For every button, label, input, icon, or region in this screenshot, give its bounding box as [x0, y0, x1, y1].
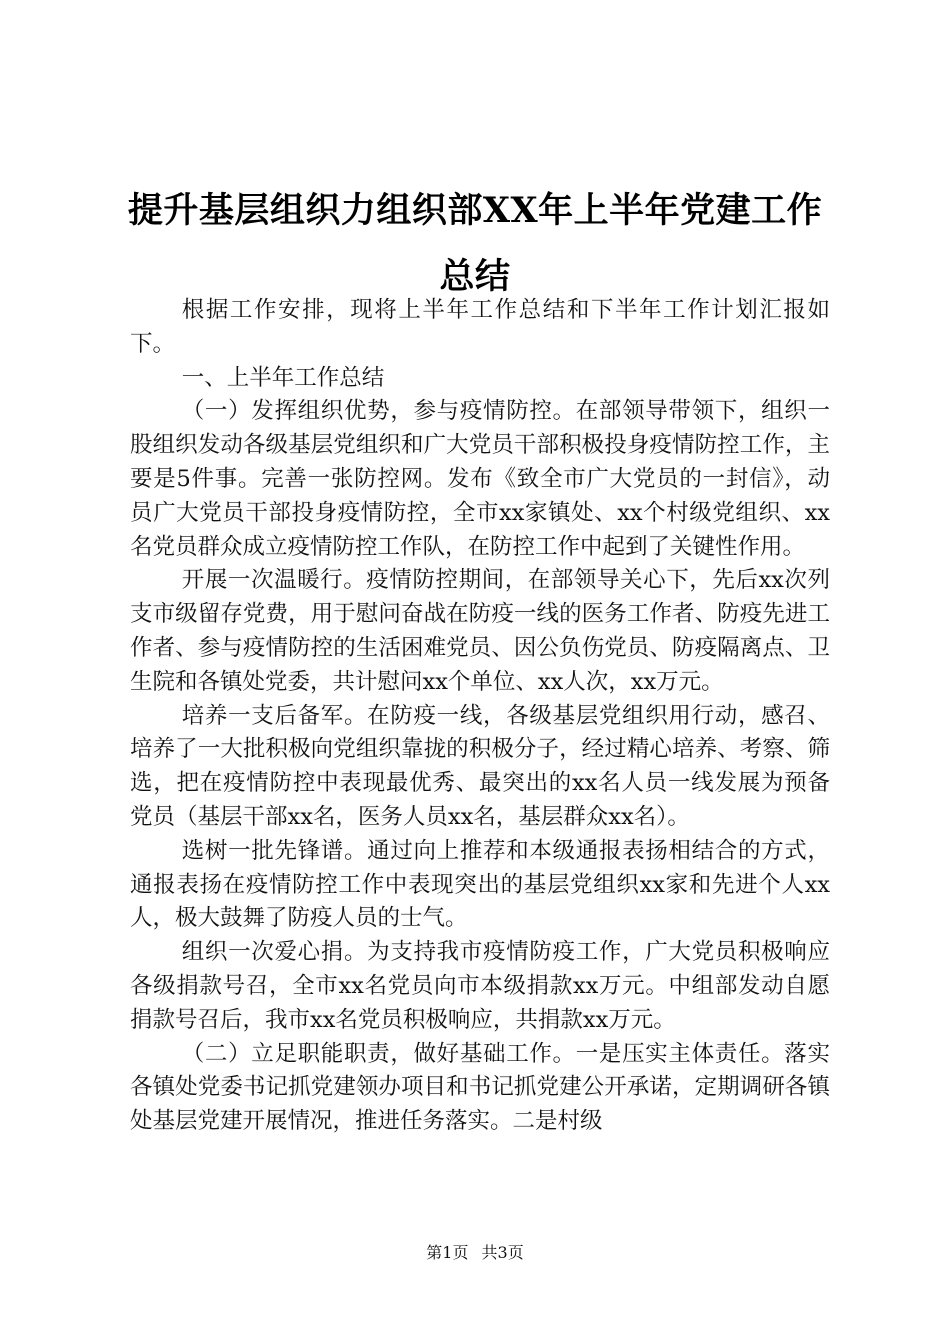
paragraph-pioneer-list: 选树一批先锋谱。通过向上推荐和本级通报表扬相结合的方式，通报表扬在疫情防控工作中表现突出的基层党组织xx家和先进个人xx人，极大鼓舞了防疫人员的士气。 [130, 837, 830, 932]
document-title [120, 178, 830, 310]
paragraph-intro: 根据工作安排，现将上半年工作总结和下半年工作计划汇报如下。 [130, 297, 830, 357]
section-heading-1: 一、上半年工作总结 [181, 364, 385, 391]
title-line-1: 提升基层组织力组织部XX年上半年党建工作 [127, 190, 823, 231]
paragraph-duties: （二）立足职能职责，做好基础工作。一是压实主体责任。落实各镇处党委书记抓党建领办项目和书记抓党建公开承诺，定期调研各镇处基层党建开展情况，推进任务落实。二是村级 [130, 1040, 830, 1135]
paragraph-reserve-force: 培养一支后备军。在防疫一线，各级基层党组织用行动，感召、培养了一大批积极向党组织靠拢的积极分子，经过精心培养、考察、筛选，把在疫情防控中表现最优秀、最突出的xx名人员一线发展为预备党员（基层干部xx名，医务人员xx名，基层群众xx名）。 [130, 702, 830, 830]
paragraph-donation: 组织一次爱心捐。为支持我市疫情防疫工作，广大党员积极响应各级捐款号召，全市xx名党员向市本级捐款xx万元。中组部发动自愿捐款号召后，我市xx名党员积极响应，共捐款xx万元。 [130, 939, 830, 1033]
paragraph-epidemic-control: （一）发挥组织优势，参与疫情防控。在部领导带领下，组织一股组织发动各级基层党组织和广大党员干部积极投身疫情防控工作，主要是5件事。完善一张防控网。发布《致全市广大党员的一封信》，动员广大党员干部投身疫情防控，全市xx家镇处、xx个村级党组织、xx名党员群众成立疫情防控工作队，在防控工作中起到了关键性作用。 [130, 398, 830, 560]
title-line-2: 总结 [439, 256, 511, 297]
page-footer [0, 1243, 950, 1263]
document-body [130, 294, 830, 1139]
paragraph-warmth-visit: 开展一次温暖行。疫情防控期间，在部领导关心下，先后xx次列支市级留存党费，用于慰问奋战在防疫一线的医务工作者、防疫先进工作者、参与疫情防控的生活困难党员、因公负伤党员、防疫隔离点、卫生院和各镇处党委，共计慰问xx个单位、xx人次，xx万元。 [130, 567, 830, 695]
page-number: 第1页 [426, 1243, 469, 1262]
page-total: 共3页 [481, 1243, 524, 1262]
